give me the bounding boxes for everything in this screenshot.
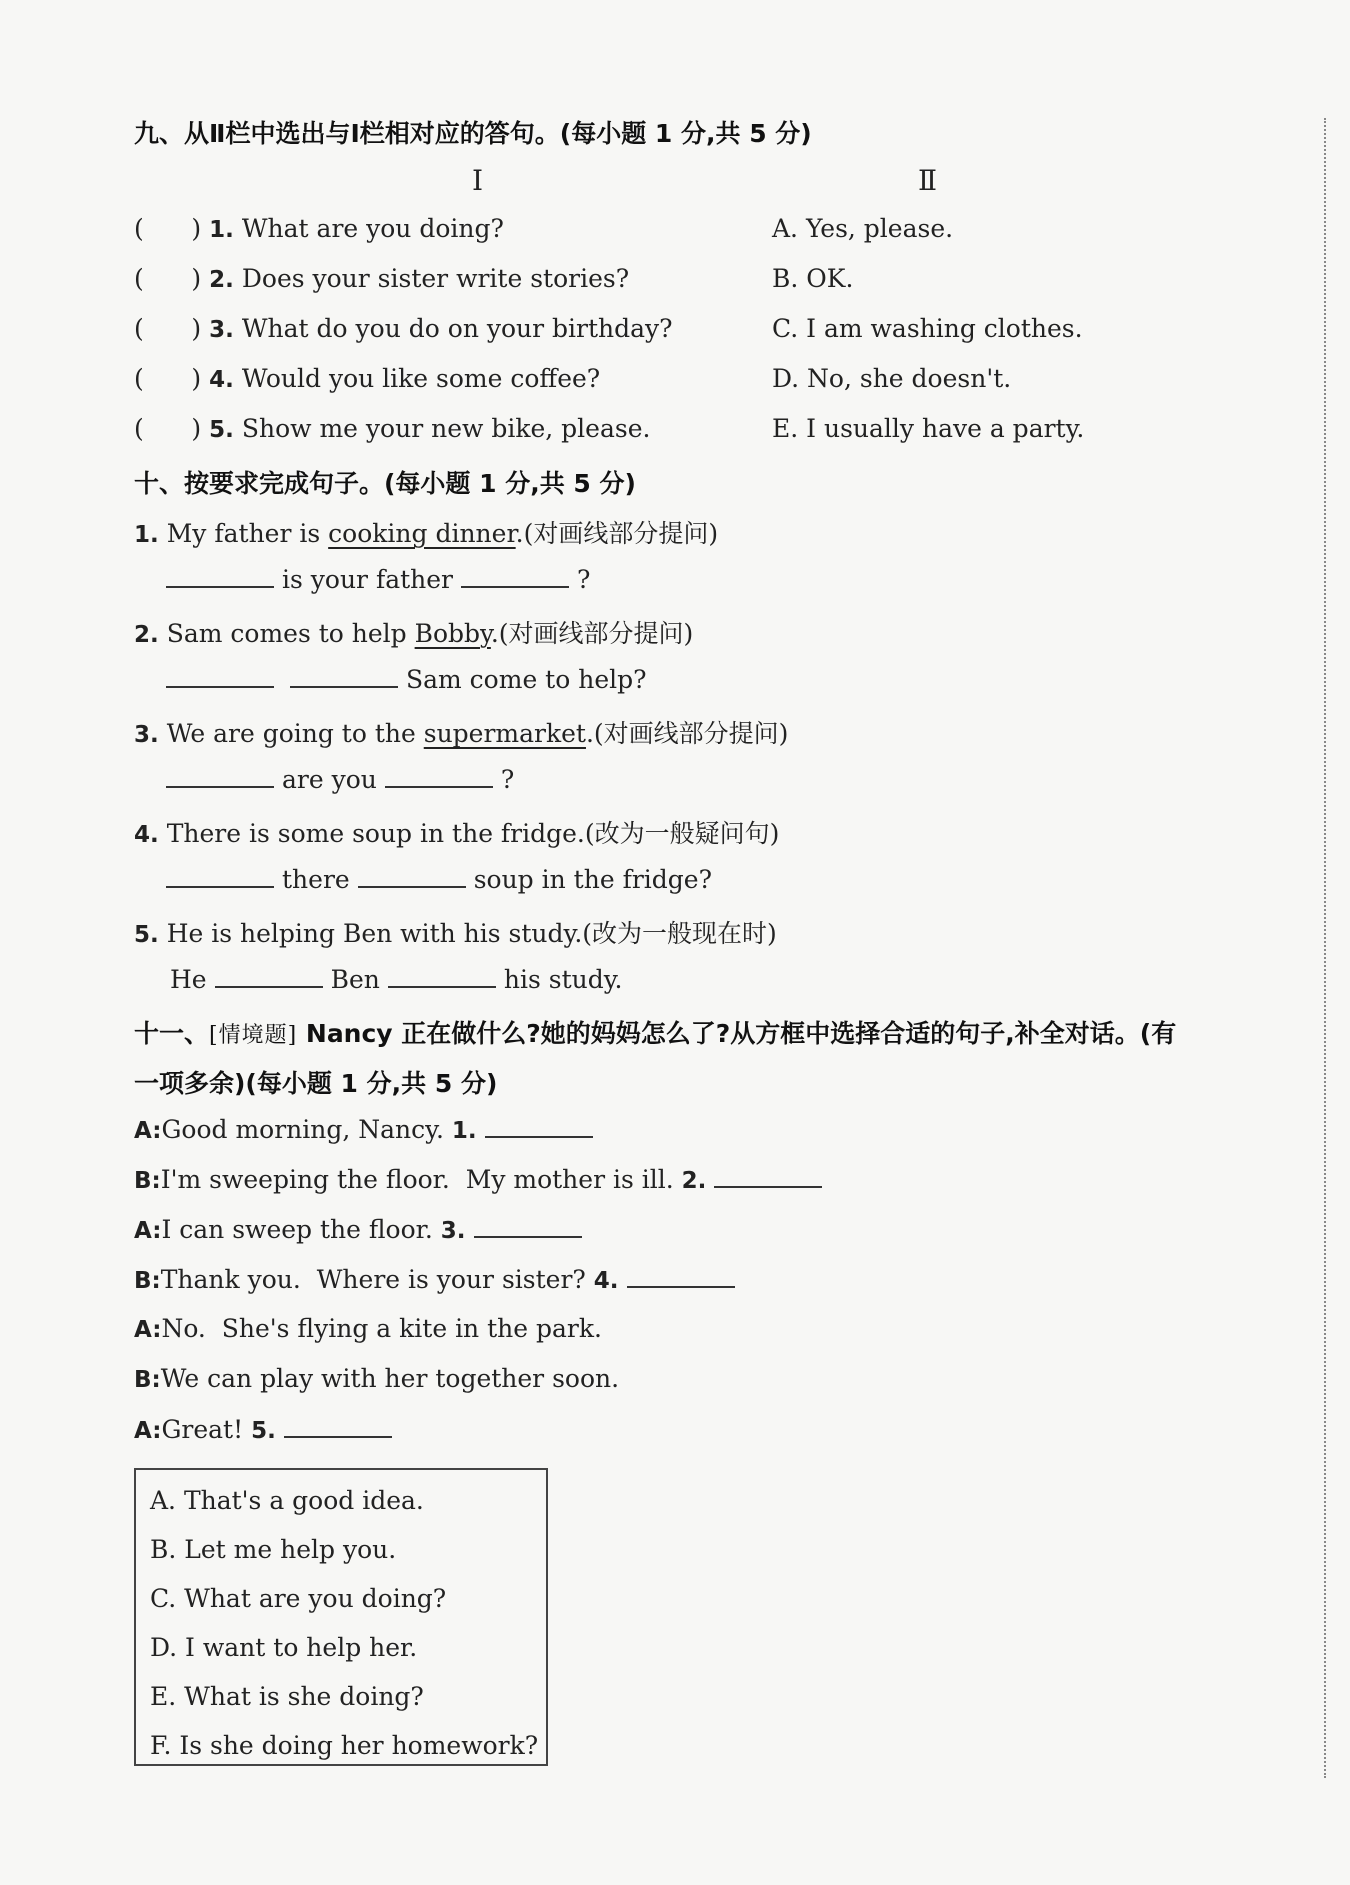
answer-blank[interactable] xyxy=(166,564,274,588)
item-number: 4. xyxy=(209,367,234,393)
answer-text: is your father xyxy=(282,565,453,594)
answer-blank[interactable] xyxy=(388,964,496,988)
binding-dotted-line xyxy=(1324,118,1326,1778)
answer-text: ? xyxy=(500,765,515,794)
answer-text: ? xyxy=(577,565,591,594)
option-c: C. I am washing clothes. xyxy=(772,314,1083,343)
dialog-text: We can play with her together soon. xyxy=(160,1364,620,1393)
rewrite-question-3 xyxy=(134,714,788,750)
dialog-text: Good morning, Nancy. xyxy=(161,1115,444,1144)
item-number: 2. xyxy=(134,622,159,648)
answer-paren[interactable]: ( ) xyxy=(134,314,202,343)
question-text: Show me your new bike, please. xyxy=(241,414,651,443)
sentence-text: My father is xyxy=(166,519,329,548)
matching-item-2 xyxy=(134,264,629,293)
item-number: 5. xyxy=(134,922,159,948)
answer-line-1 xyxy=(162,564,590,594)
matching-item-1 xyxy=(134,214,504,243)
rewrite-question-2 xyxy=(134,614,693,650)
answer-line-2 xyxy=(162,664,647,694)
answer-paren[interactable]: ( ) xyxy=(134,414,202,443)
answer-text: there xyxy=(282,865,350,894)
option-e: E. I usually have a party. xyxy=(772,414,1085,443)
section-instruction: Nancy 正在做什么?她的妈妈怎么了?从方框中选择合适的句子,补全对话。(有 xyxy=(297,1019,1177,1048)
option-a: A. That's a good idea. xyxy=(150,1486,424,1515)
answer-paren[interactable]: ( ) xyxy=(134,364,202,393)
blank-number: 4. xyxy=(593,1268,619,1294)
answer-line-4 xyxy=(162,864,712,894)
item-number: 1. xyxy=(134,522,159,548)
instruction-text: .(对画线部分提问) xyxy=(515,519,719,548)
underlined-part: cooking dinner xyxy=(328,519,516,548)
dialog-line-3 xyxy=(134,1214,590,1244)
answer-line-5 xyxy=(170,964,623,994)
matching-item-3 xyxy=(134,314,673,343)
dialog-text: Thank you. Where is your sister? xyxy=(160,1265,586,1294)
option-e: E. What is she doing? xyxy=(150,1682,424,1711)
item-number: 2. xyxy=(209,267,234,293)
rewrite-question-5 xyxy=(134,914,777,950)
item-number: 1. xyxy=(209,217,234,243)
column-2-heading: Ⅱ xyxy=(918,164,938,197)
matching-item-5 xyxy=(134,414,650,443)
option-f: F. Is she doing her homework? xyxy=(150,1731,539,1760)
dialog-text: I'm sweeping the floor. My mother is ill. xyxy=(160,1165,674,1194)
answer-text: Sam come to help? xyxy=(406,665,647,694)
answer-text: He xyxy=(170,965,207,994)
dialog-line-2 xyxy=(134,1164,830,1194)
answer-blank[interactable] xyxy=(166,664,274,688)
blank-number: 3. xyxy=(440,1218,466,1244)
answer-text: soup in the fridge? xyxy=(473,865,712,894)
question-text: What are you doing? xyxy=(241,214,504,243)
speaker: A: xyxy=(134,1418,162,1444)
answer-blank[interactable] xyxy=(166,864,274,888)
answer-blank[interactable] xyxy=(474,1214,582,1238)
section-number: 十一、 xyxy=(134,1019,210,1048)
answer-text: his study. xyxy=(503,965,623,994)
speaker: B: xyxy=(134,1168,161,1194)
option-a: A. Yes, please. xyxy=(772,214,954,243)
dialog-line-5 xyxy=(134,1314,602,1343)
answer-paren[interactable]: ( ) xyxy=(134,264,202,293)
answer-blank[interactable] xyxy=(215,964,323,988)
speaker: B: xyxy=(134,1268,161,1294)
speaker: A: xyxy=(134,1317,162,1343)
option-b: B. Let me help you. xyxy=(150,1535,397,1564)
answer-paren[interactable]: ( ) xyxy=(134,214,202,243)
sentence-text: There is some soup in the fridge.(改为一般疑问句) xyxy=(166,819,780,848)
section-11-title xyxy=(134,1014,1176,1050)
answer-blank[interactable] xyxy=(485,1114,593,1138)
item-number: 5. xyxy=(209,417,234,443)
sentence-text: Sam comes to help xyxy=(166,619,415,648)
instruction-text: .(对画线部分提问) xyxy=(585,719,789,748)
dialog-text: No. She's flying a kite in the park. xyxy=(161,1314,602,1343)
dialog-text: Great! xyxy=(161,1415,244,1444)
answer-blank[interactable] xyxy=(166,764,274,788)
dialog-line-4 xyxy=(134,1264,743,1294)
answer-text: are you xyxy=(282,765,377,794)
section-9-title: 九、从Ⅱ栏中选出与Ⅰ栏相对应的答句。(每小题 1 分,共 5 分) xyxy=(134,119,812,148)
matching-item-4 xyxy=(134,364,600,393)
option-d: D. No, she doesn't. xyxy=(772,364,1012,393)
question-text: Would you like some coffee? xyxy=(241,364,601,393)
question-text: Does your sister write stories? xyxy=(241,264,630,293)
answer-blank[interactable] xyxy=(461,564,569,588)
answer-blank[interactable] xyxy=(284,1414,392,1438)
item-number: 3. xyxy=(209,317,234,343)
rewrite-question-4 xyxy=(134,814,779,850)
answer-blank[interactable] xyxy=(385,764,493,788)
sentence-text: He is helping Ben with his study.(改为一般现在时) xyxy=(166,919,777,948)
sentence-text: We are going to the xyxy=(166,719,424,748)
blank-number: 2. xyxy=(681,1168,707,1194)
answer-line-3 xyxy=(162,764,514,794)
dialog-text: I can sweep the floor. xyxy=(161,1215,433,1244)
option-b: B. OK. xyxy=(772,264,854,293)
question-text: What do you do on your birthday? xyxy=(241,314,673,343)
answer-blank[interactable] xyxy=(627,1264,735,1288)
blank-number: 5. xyxy=(251,1418,276,1444)
answer-text: Ben xyxy=(330,965,380,994)
option-c: C. What are you doing? xyxy=(150,1584,447,1613)
instruction-text: .(对画线部分提问) xyxy=(490,619,694,648)
underlined-part: Bobby xyxy=(414,619,491,648)
dialog-line-7 xyxy=(134,1414,400,1444)
item-number: 4. xyxy=(134,822,159,848)
section-10-title: 十、按要求完成句子。(每小题 1 分,共 5 分) xyxy=(134,469,636,498)
option-d: D. I want to help her. xyxy=(150,1633,418,1662)
section-11-title-cont: 一项多余)(每小题 1 分,共 5 分) xyxy=(134,1069,498,1098)
speaker: A: xyxy=(134,1218,162,1244)
speaker: A: xyxy=(134,1118,162,1144)
answer-blank[interactable] xyxy=(714,1164,822,1188)
underlined-part: supermarket xyxy=(423,719,586,748)
dialog-line-1 xyxy=(134,1114,601,1144)
dialog-line-6 xyxy=(134,1364,619,1393)
speaker: B: xyxy=(134,1367,161,1393)
item-number: 3. xyxy=(134,722,159,748)
answer-blank[interactable] xyxy=(358,864,466,888)
rewrite-question-1 xyxy=(134,514,718,550)
column-1-heading: Ⅰ xyxy=(472,164,484,197)
context-tag: [情境题] xyxy=(209,1023,298,1048)
blank-number: 1. xyxy=(451,1118,477,1144)
answer-blank[interactable] xyxy=(290,664,398,688)
options-box xyxy=(134,1468,548,1766)
